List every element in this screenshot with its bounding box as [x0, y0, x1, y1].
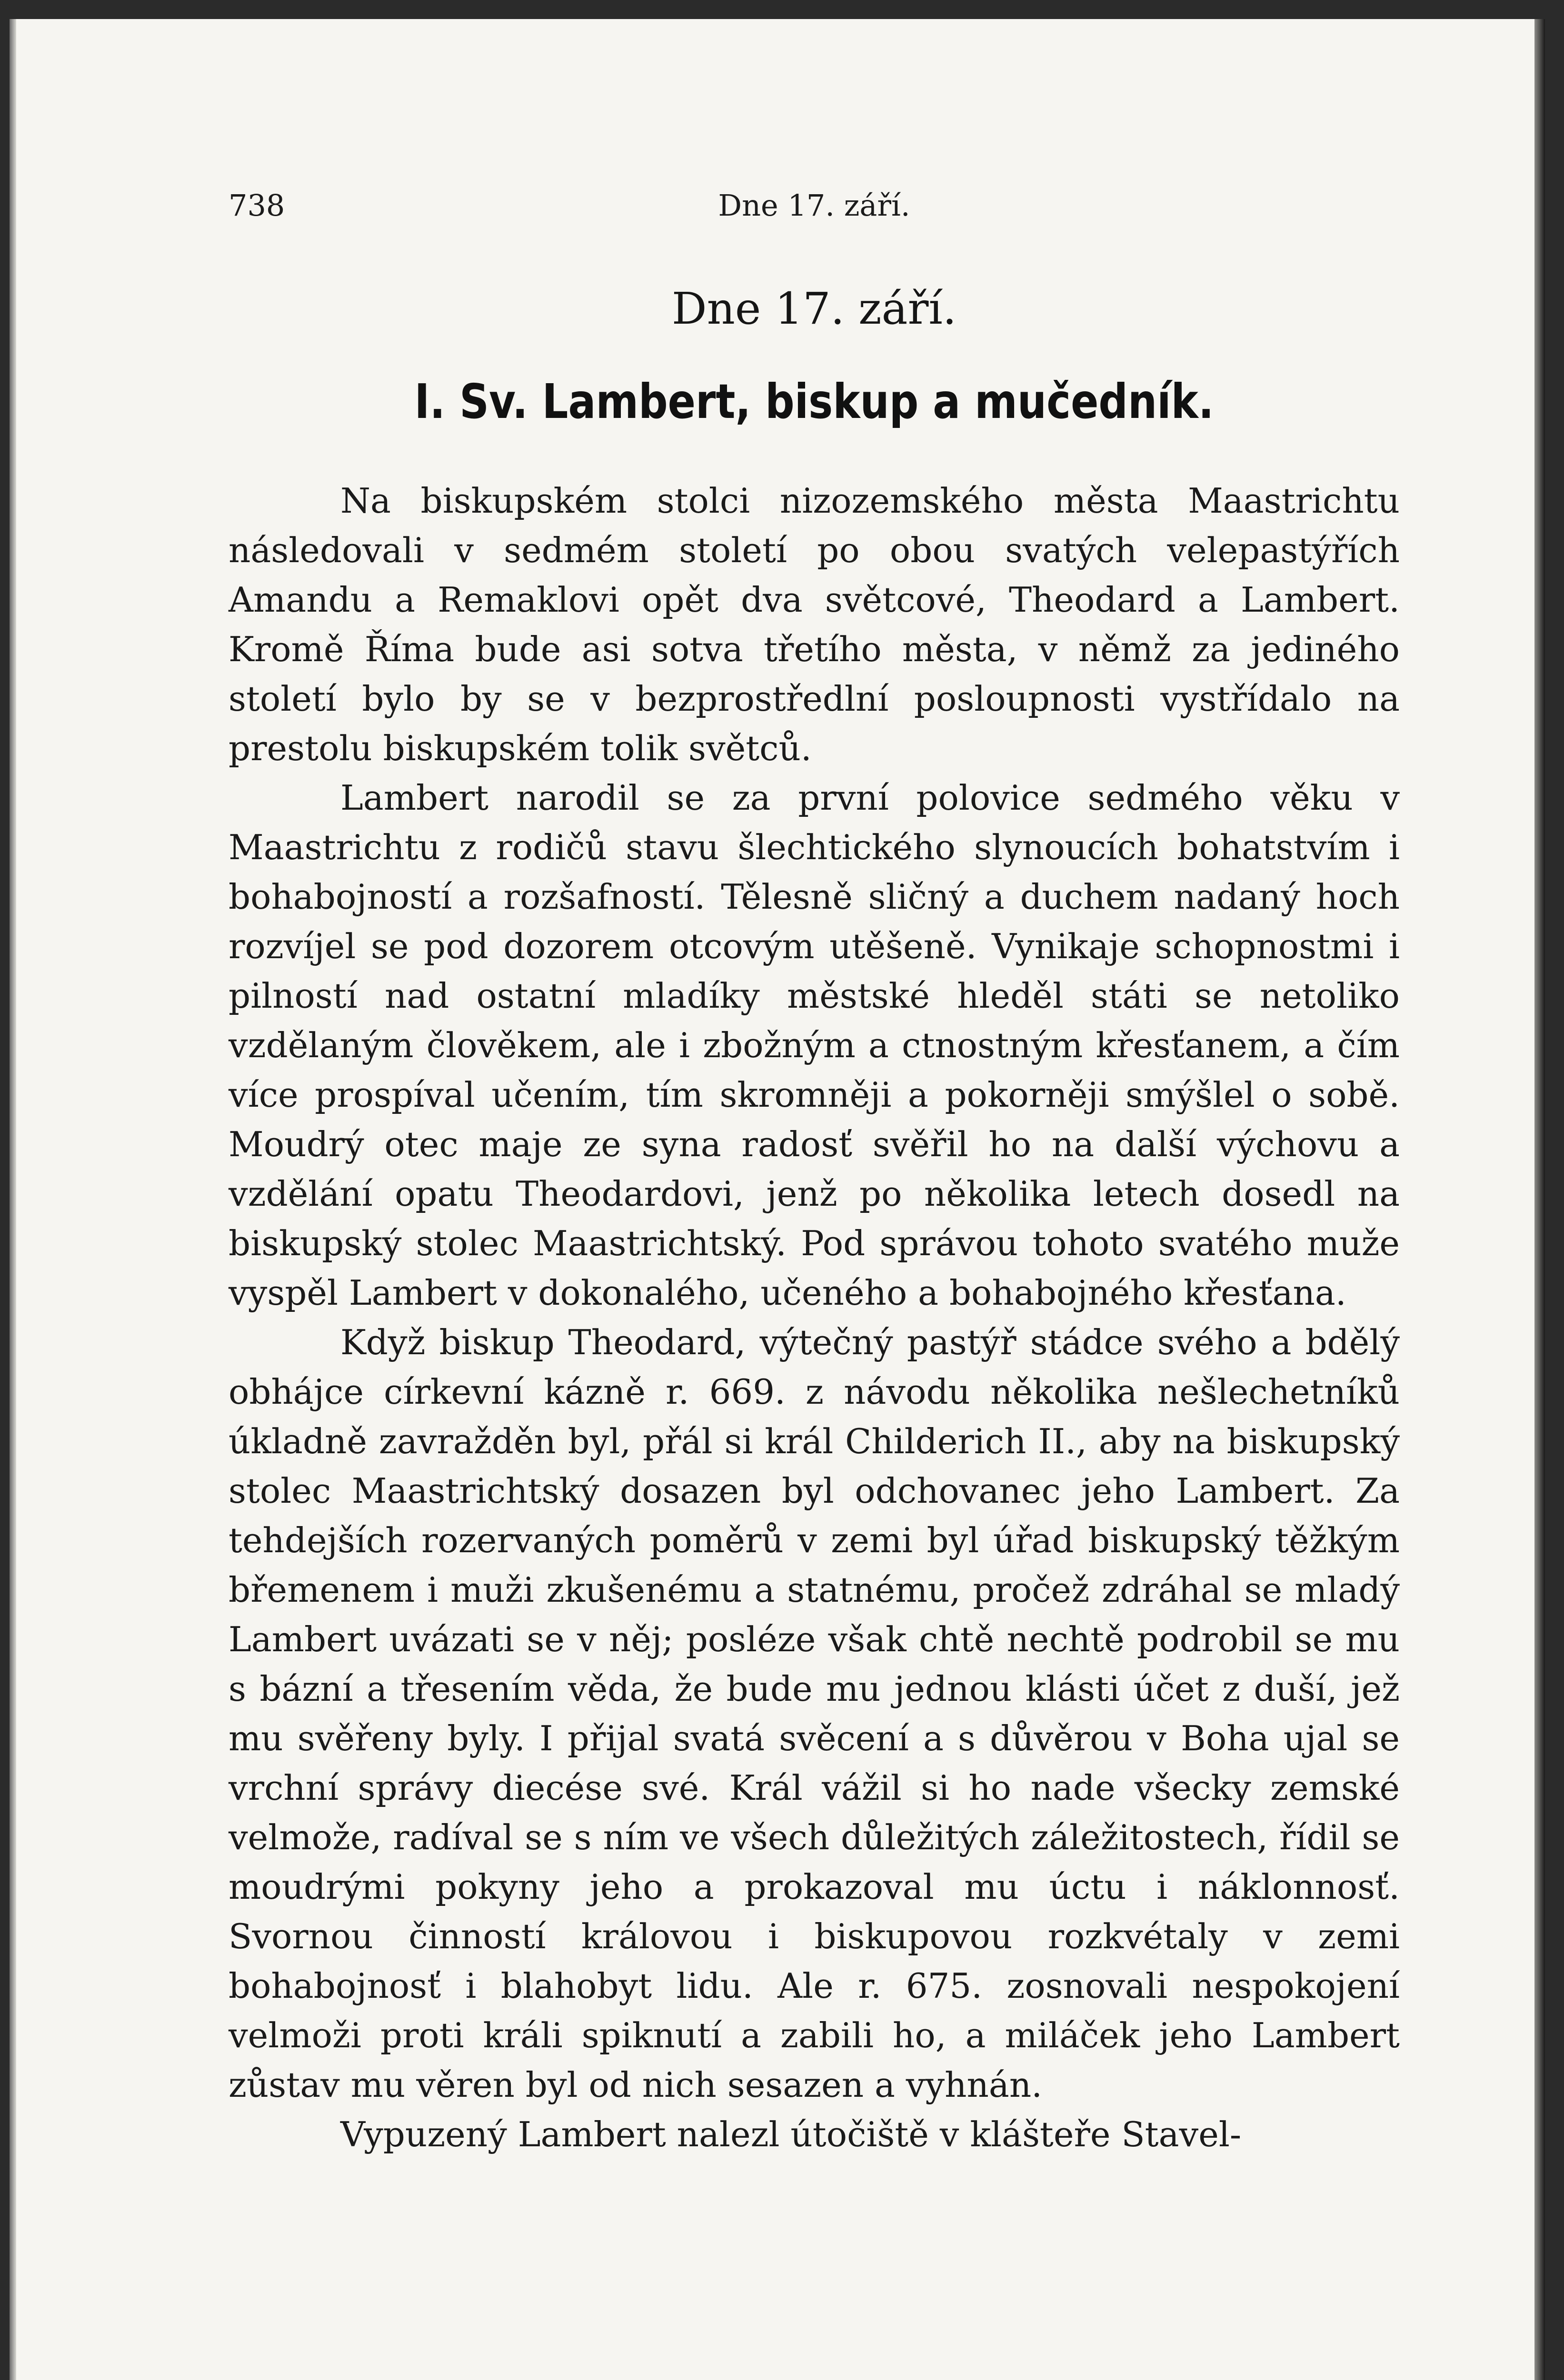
page-left-edge-shadow	[10, 19, 16, 2380]
page-right-edge-shadow	[1534, 19, 1545, 2380]
book-page	[10, 19, 1545, 2380]
page-header	[229, 188, 1400, 231]
date-heading: Dne 17. září.	[671, 283, 957, 334]
body-text	[229, 476, 1400, 2159]
paragraph: Vypuzený Lambert nalezl útočiště v klášteře Stavel-	[340, 2114, 1242, 2154]
paragraph: Když biskup Theodard, výtečný pastýř stádce svého a bdělý obhájce církevní kázně r. 669. z návodu několika nešlechetníků úkladně zavražděn byl, přál si král Childerich II., aby na biskupský stolec Maastrichtský dosazen byl odchovanec jeho Lambert. Za tehdejších rozervaných poměrů v zemi byl úřad biskupský těžkým břemenem i muži zkušenému a statnému, pročež zdráhal se mladý Lambert uvázati se v něj; posléze však chtě nechtě podrobil se mu s bázní a třesením věda, že bude mu jednou klásti účet z duší, jež mu svěřeny byly. I přijal svatá svěcení a s důvěrou v Boha ujal se vrchní správy diecése své. Král vážil si ho nade všecky zemské velmože, radíval se s ním ve všech důležitých záležitostech, řídil se moudrými pokyny jeho a prokazoval mu úctu i náklonnosť. Svornou činností královou i biskupovou rozkvétaly v zemi bohabojnosť i blahobyt lidu. Ale r. 675. zosnovali nespokojení velmoži proti králi spiknutí a zabili ho, a miláček jeho Lambert zůstav mu věren byl od nich sesazen a vyhnán.	[229, 1322, 1400, 2105]
chapter-title: I. Sv. Lambert, biskup a mučedník.	[414, 374, 1214, 429]
paragraph: Na biskupském stolci nizozemského města Maastrichtu následovali v sedmém století po obou svatých velepastýřích Amandu a Remaklovi opět dva světcové, Theodard a Lambert. Kromě Říma bude asi sotva třetího města, v němž za jediného století bylo by se v bezprostředlní posloupnosti vystřídalo na prestolu biskupském tolik světců.	[229, 481, 1400, 768]
running-head: Dne 17. září.	[718, 188, 910, 223]
page-number: 738	[229, 188, 285, 223]
paragraph: Lambert narodil se za první polovice sedmého věku v Maastrichtu z rodičů stavu šlechtického slynoucích bohatstvím i bohabojností a rozšafností. Tělesně sličný a duchem nadaný hoch rozvíjel se pod dozorem otcovým utěšeně. Vynikaje schopnostmi i pilností nad ostatní mladíky městské hleděl státi se netoliko vzdělaným člověkem, ale i zbožným a ctnostným křesťanem, a čím více prospíval učením, tím skromněji a pokorněji smýšlel o sobě. Moudrý otec maje ze syna radosť svěřil ho na další výchovu a vzdělání opatu Theodardovi, jenž po několika letech dosedl na biskupský stolec Maastrichtský. Pod správou tohoto svatého muže vyspěl Lambert v dokonalého, učeného a bohabojného křesťana.	[229, 778, 1400, 1313]
